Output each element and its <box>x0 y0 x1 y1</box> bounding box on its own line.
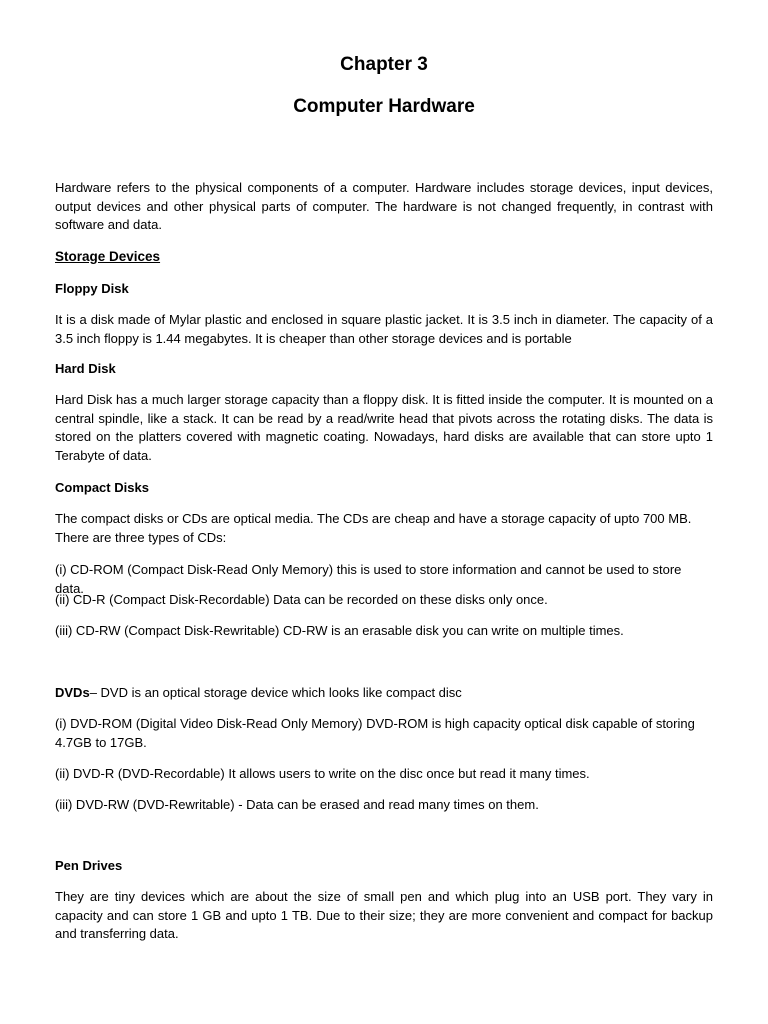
storage-devices-heading: Storage Devices <box>55 249 161 264</box>
cd-list-item: (ii) CD-R (Compact Disk-Recordable) Data can be recorded on these disks only once. <box>55 592 548 607</box>
dvd-paragraph <box>55 684 713 703</box>
hard-disk-heading: Hard Disk <box>55 361 116 376</box>
floppy-disk-paragraph: It is a disk made of Mylar plastic and enclosed in square plastic jacket. It is 3.5 inch in diameter. The capacity of a 3.5 inch floppy is 1.44 megabytes. It is cheaper than other storage devices and is portable <box>55 312 713 346</box>
dvd-list-item: (i) DVD-ROM (Digital Video Disk-Read Only Memory) DVD-ROM is high capacity optical disk capable of storing 4.7GB to 17GB. <box>55 716 695 750</box>
dvd-list-item: (ii) DVD-R (DVD-Recordable) It allows users to write on the disc once but read it many times. <box>55 766 590 781</box>
intro-paragraph: Hardware refers to the physical components of a computer. Hardware includes storage devices, input devices, output devices and other physical parts of computer. The hardware is not changed frequently, in contrast with software and data. <box>55 180 713 233</box>
compact-disks-text: The compact disks or CDs are optical media. The CDs are cheap and have a storage capacity of upto 700 MB. <box>55 511 692 526</box>
compact-disks-heading: Compact Disks <box>55 480 149 495</box>
chapter-title: Computer Hardware <box>293 96 475 117</box>
floppy-disk-heading: Floppy Disk <box>55 281 129 296</box>
pen-drives-paragraph: They are tiny devices which are about the size of small pen and which plug into an USB port. They vary in capacity and can store 1 GB and upto 1 TB. Due to their size; they are more convenient and compact for backup and transferring data. <box>55 889 713 942</box>
dvd-lead: DVDs <box>55 685 90 700</box>
cd-types-intro: There are three types of CDs: <box>55 529 227 545</box>
pen-drives-heading: Pen Drives <box>55 858 123 873</box>
hard-disk-paragraph: Hard Disk has a much larger storage capacity than a floppy disk. It is fitted inside the computer. It is mounted on a central spindle, like a stack. It can be read by a read/write head that pivots across the rotating disks. The data is stored on the platters covered with magnetic coating. Nowadays, hard disks are available that can store upto 1 Terabyte of data. <box>55 392 713 463</box>
cd-list-item: (iii) CD-RW (Compact Disk-Rewritable) CD-RW is an erasable disk you can write on multiple times. <box>55 623 624 638</box>
dvd-list-item: (iii) DVD-RW (DVD-Rewritable) - Data can be erased and read many times on them. <box>55 797 539 812</box>
chapter-number: Chapter 3 <box>340 54 428 75</box>
dvd-text: – DVD is an optical storage device which looks like compact disc <box>89 685 462 700</box>
cd-list-item: (i) CD-ROM (Compact Disk-Read Only Memory) this is used to store information and cannot be used to store data. <box>55 562 682 596</box>
compact-disks-paragraph <box>55 510 713 547</box>
